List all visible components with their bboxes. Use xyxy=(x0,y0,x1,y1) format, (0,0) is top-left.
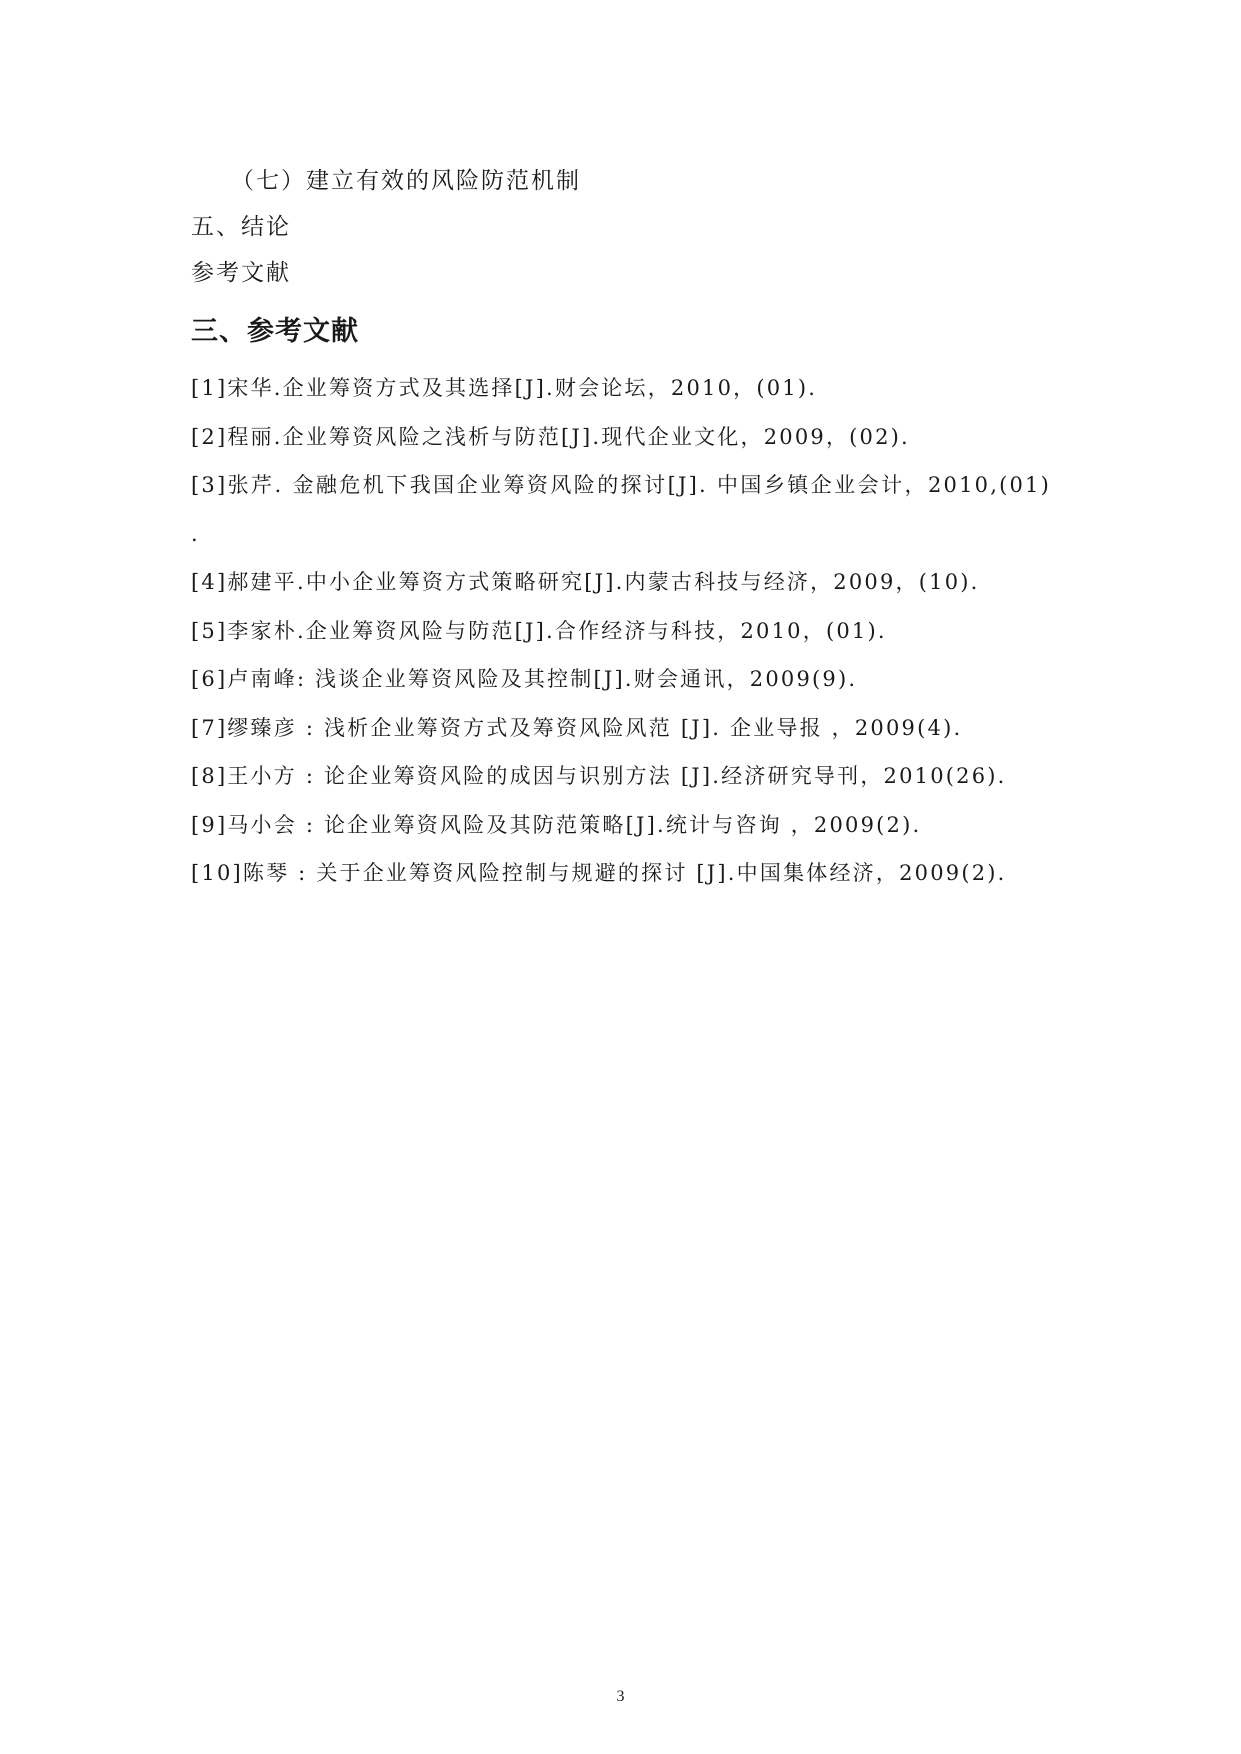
reference-item: [3]张芹. 金融危机下我国企业筹资风险的探讨[J]. 中国乡镇企业会计，2010,(01) . xyxy=(191,473,1051,546)
page-number: 3 xyxy=(616,1688,625,1705)
reference-item: [9]马小会 : 论企业筹资风险及其防范策略[J].统计与咨询 ，2009(2). xyxy=(191,812,922,837)
toc-item-conclusion: 五、结论 xyxy=(191,214,291,240)
reference-list xyxy=(191,364,1051,898)
table-of-contents-tail xyxy=(191,158,1071,296)
toc-item-risk-mechanism: （七）建立有效的风险防范机制 xyxy=(231,168,581,194)
reference-item: [7]缪臻彦 : 浅析企业筹资方式及筹资风险风范 [J]. 企业导报 ，2009(4). xyxy=(191,715,963,740)
toc-item-references: 参考文献 xyxy=(191,260,291,286)
reference-item: [4]郝建平.中小企业筹资方式策略研究[J].内蒙古科技与经济，2009，(10). xyxy=(191,570,980,594)
reference-item: [2]程丽.企业筹资风险之浅析与防范[J].现代企业文化，2009，(02). xyxy=(191,424,910,449)
reference-item: [5]李家朴.企业筹资风险与防范[J].合作经济与科技，2010，(01). xyxy=(191,618,887,643)
reference-item: [6]卢南峰: 浅谈企业筹资风险及其控制[J].财会通讯，2009(9). xyxy=(191,667,858,691)
reference-item: [10]陈琴 : 关于企业筹资风险控制与规避的探讨 [J].中国集体经济，2009(2). xyxy=(191,861,1007,885)
section-heading: 三、参考文献 xyxy=(191,316,359,347)
reference-item: [8]王小方 : 论企业筹资风险的成因与识别方法 [J].经济研究导刊，2010(26). xyxy=(191,764,1007,788)
reference-item: [1]宋华.企业筹资方式及其选择[J].财会论坛，2010，(01). xyxy=(191,376,818,400)
